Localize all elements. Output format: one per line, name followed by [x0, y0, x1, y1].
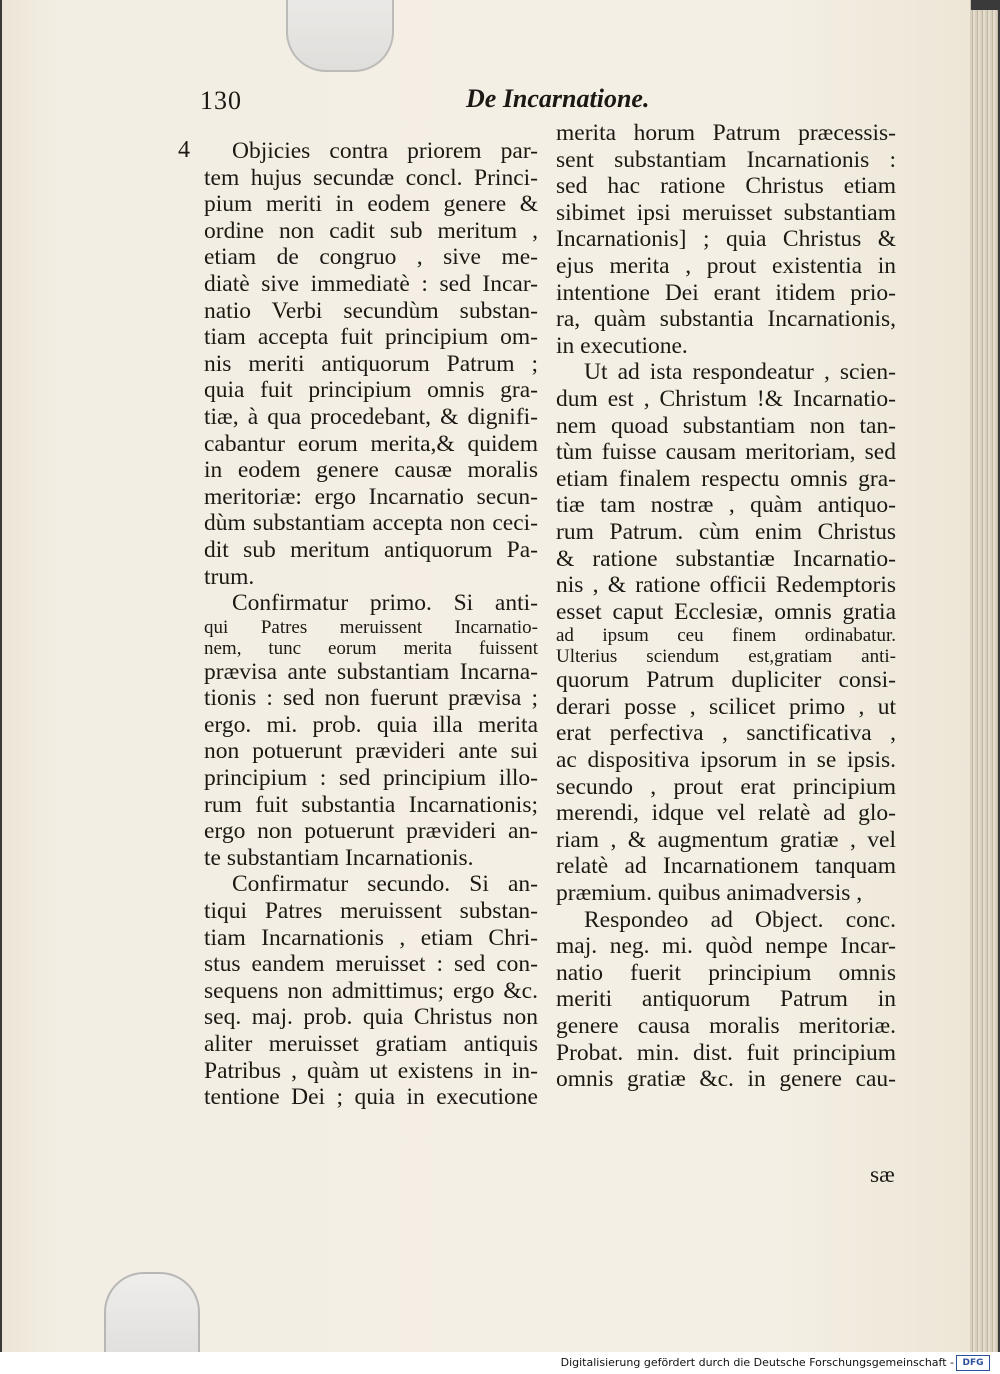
text-line: ac dispositiva ipsorum in se ipsis. — [556, 747, 896, 774]
margin-marker: 4 — [178, 137, 190, 163]
text-line: secundo , prout erat principium — [556, 773, 896, 800]
text-line: dum est , Christum !& Incarnatio- — [556, 385, 896, 412]
text-line: præmium. quibus animadversis , — [556, 880, 863, 907]
text-line: ergo non potuerunt prævideri an- — [204, 818, 538, 845]
text-line: prævisa ante substantiam Incarna- — [204, 658, 538, 685]
text-line: tiqui Patres meruissent substan- — [204, 898, 538, 925]
text-line: Incarnationis] ; quia Christus & — [556, 226, 896, 253]
text-line: dit sub meritum antiquorum Pa- — [204, 536, 538, 563]
text-line: tionis : sed non fuerunt prævisa ; — [204, 685, 538, 712]
text-line: seq. maj. prob. quia Christus non — [204, 1004, 538, 1031]
text-line: tiæ tam nostræ , quàm antiquo- — [556, 492, 896, 519]
text-line: nem, tunc eorum merita fuissent — [204, 637, 538, 659]
text-line: in executione. — [556, 332, 688, 359]
text-line: Objicies contra priorem par- — [232, 138, 538, 164]
text-line: tiam Incarnationis , etiam Chri- — [204, 924, 538, 951]
text-line: esset caput Ecclesiæ, omnis gratia — [556, 598, 896, 625]
text-line: diatè sive immediatè : sed Incar- — [204, 270, 538, 297]
text-line: tem hujus secundæ concl. Princi- — [204, 164, 538, 191]
text-line: ordine non cadit sub meritum , — [204, 217, 538, 244]
text-line: sed hac ratione Christus etiam — [556, 173, 896, 200]
text-line: cabantur eorum merita,& quidem — [204, 430, 538, 457]
text-line: tentione Dei ; quia in executione — [204, 1084, 538, 1111]
text-line: dùm substantiam accepta non ceci- — [204, 510, 538, 537]
text-line: tiam accepta fuit principium om- — [204, 324, 538, 351]
text-line: quorum Patrum dupliciter consi- — [556, 667, 896, 694]
text-line: natio Verbi secundùm substan- — [204, 297, 538, 324]
text-line: & ratione substantiæ Incarnatio- — [556, 545, 896, 572]
text-line: te substantiam Incarnationis. — [204, 844, 474, 871]
footer — [0, 1352, 1000, 1374]
text-line: derari posse , scilicet primo , ut — [556, 693, 896, 720]
right-column — [556, 120, 896, 1093]
text-line: omnis gratiæ &c. in genere cau- — [556, 1066, 896, 1093]
text-line: Probat. min. dist. fuit principium — [556, 1039, 896, 1066]
text-line: in eodem genere causæ moralis — [204, 457, 538, 484]
text-line: stus eandem meruisset : sed con- — [204, 951, 538, 978]
text-line: intentione Dei erant itidem prio- — [556, 279, 896, 306]
top-clip — [286, 0, 394, 72]
text-line: maj. neg. mi. quòd nempe Incar- — [556, 933, 896, 960]
text-line: nem quoad substantiam non tan- — [556, 412, 896, 439]
text-line: nis , & ratione officii Redemptoris — [556, 572, 896, 599]
text-line: trum. — [204, 563, 255, 590]
text-line: Confirmatur secundo. Si an- — [232, 871, 538, 898]
text-line: quia fuit principium omnis gra- — [204, 377, 538, 404]
text-line: pium meriti in eodem genere & — [204, 191, 538, 218]
text-line: sequens non admittimus; ergo &c. — [204, 977, 538, 1004]
dfg-logo: DFG — [956, 1355, 990, 1371]
text-line: meritoriæ: ergo Incarnatio secun- — [204, 483, 538, 510]
text-line: sibimet ipsi meruisset substantiam — [556, 199, 896, 226]
text-line: meriti antiquorum Patrum in — [556, 986, 896, 1013]
footer-credit: Digitalisierung gefördert durch die Deutsche Forschungsgemeinschaft - — [560, 1356, 954, 1369]
text-line: Ulterius sciendum est,gratiam anti- — [556, 646, 896, 668]
text-line: aliter meruisset gratiam antiquis — [204, 1031, 538, 1057]
text-line: relatè ad Incarnationem tanquam — [556, 853, 896, 880]
text-line: riam , & augmentum gratiæ , vel — [556, 826, 896, 853]
left-column — [204, 138, 538, 1111]
text-line: ejus merita , prout existentia in — [556, 252, 896, 279]
text-line: rum fuit substantia Incarnationis; — [204, 791, 538, 818]
text-line: etiam finalem respectu omnis gra- — [556, 465, 896, 492]
text-line: qui Patres meruissent Incarnatio- — [204, 616, 538, 638]
text-line: non potuerunt prævideri ante sui — [204, 738, 538, 765]
text-line: Respondeo ad Object. conc. — [584, 906, 896, 933]
text-line: rum Patrum. cùm enim Christus — [556, 518, 896, 545]
text-line: sent substantiam Incarnationis : — [556, 146, 896, 173]
text-line: Patribus , quàm ut existens in in- — [204, 1057, 538, 1084]
running-title: De Incarnatione. — [466, 84, 650, 113]
text-line: merendi, idque vel relatè ad glo- — [556, 800, 896, 827]
text-line: tùm fuisse causam meritoriam, sed — [556, 439, 896, 466]
catchword: sæ — [870, 1162, 895, 1188]
text-line: ergo. mi. prob. quia illa merita — [204, 711, 538, 738]
text-line: etiam de congruo , sive me- — [204, 244, 538, 271]
text-line: ad ipsum ceu finem ordinabatur. — [556, 625, 896, 647]
text-line: erat perfectiva , sanctificativa , — [556, 720, 896, 747]
text-line: Confirmatur primo. Si anti- — [232, 590, 538, 617]
page-edges — [970, 10, 998, 1352]
text-line: natio fuerit principium omnis — [556, 959, 896, 986]
text-line: nis meriti antiquorum Patrum ; — [204, 350, 538, 377]
text-line: merita horum Patrum præcessis- — [556, 120, 896, 146]
page-number: 130 — [200, 86, 242, 115]
text-line: principium : sed principium illo- — [204, 765, 538, 792]
text-line: Ut ad ista respondeatur , scien- — [584, 359, 896, 386]
text-line: tiæ, à qua procedebant, & dignifi- — [204, 403, 538, 430]
text-line: genere causa moralis meritoriæ. — [556, 1013, 896, 1039]
bottom-clip — [104, 1272, 200, 1352]
text-line: ra, quàm substantia Incarnationis, — [556, 306, 896, 333]
